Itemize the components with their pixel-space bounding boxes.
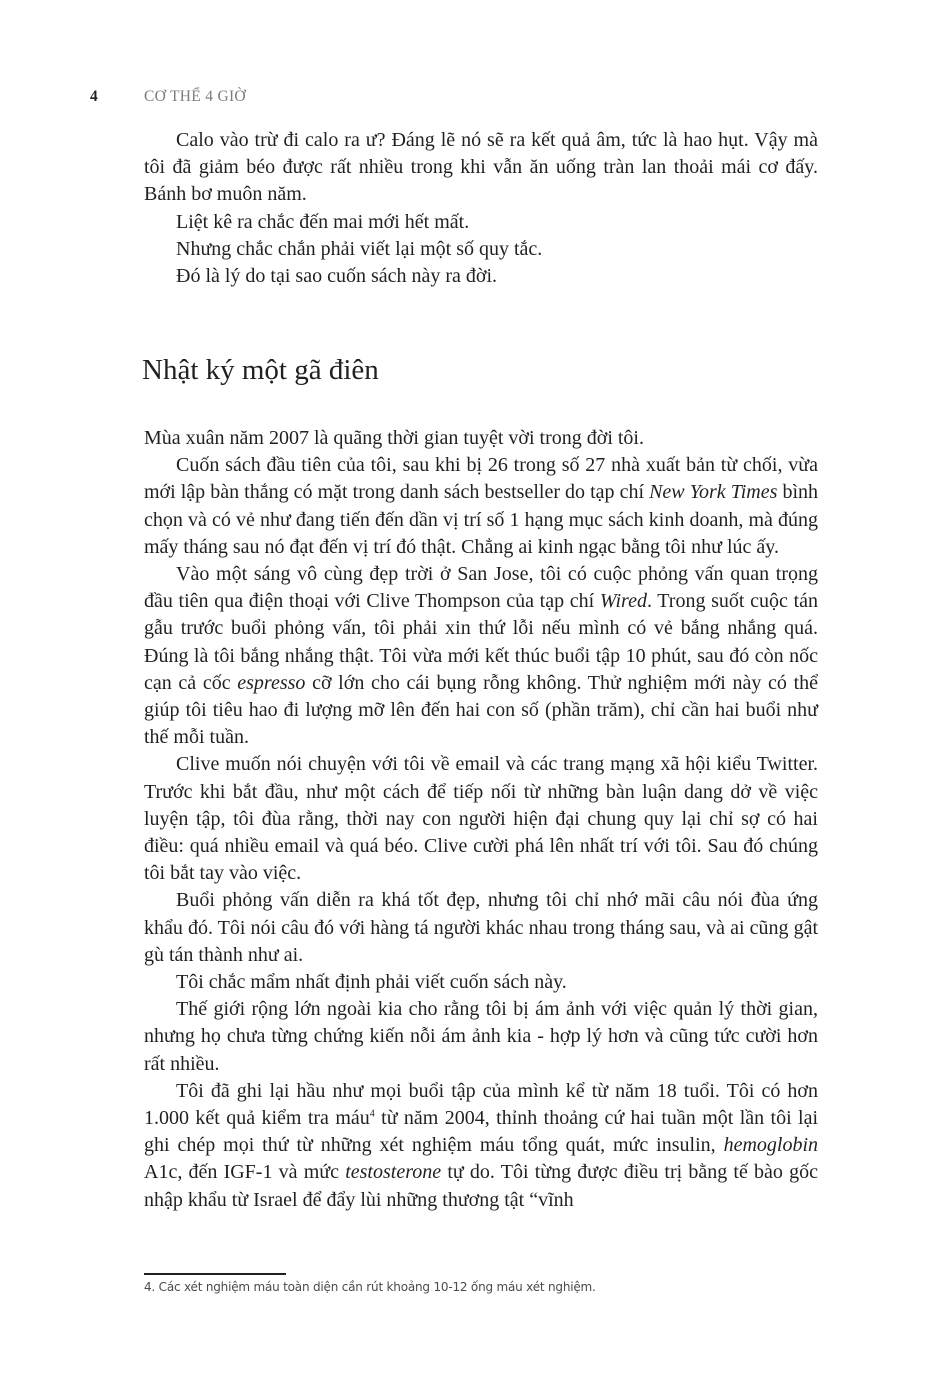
text-run: . Trong suốt cuộc tán gẫu trước buổi phỏng vấn, tôi phải xin thứ lỗi nếu mình có vẻ bắng nhắng quá. Đúng là tôi bắng nhắng thật. Tôi vừa mới kết thúc buổi tập 10 phút, sau đó còn nốc cạn cả cốc bbox=[144, 590, 819, 694]
italic-run: espresso bbox=[237, 671, 306, 694]
text-run: bình chọn và có vẻ như đang tiến đến dần vị trí số 1 hạng mục sách kinh doanh, mà đúng mấy tháng sau nó đạt đến vị trí đó thật. Chẳng ai kinh ngạc bằng tôi như lúc ấy. bbox=[144, 481, 819, 558]
italic-run: hemoglobin bbox=[723, 1134, 818, 1157]
italic-run: testosterone bbox=[345, 1161, 442, 1184]
paragraph bbox=[144, 452, 818, 561]
paragraph: Liệt kê ra chắc đến mai mới hết mất. bbox=[176, 210, 470, 233]
section-heading: Nhật ký một gã điên bbox=[142, 354, 379, 386]
text-run: từ năm 2004, thỉnh thoảng cứ hai tuần một lần tôi lại ghi chép mọi thứ từ những xét nghiệm máu tổng quát, mức insulin, bbox=[144, 1107, 818, 1157]
paragraph: Mùa xuân năm 2007 là quãng thời gian tuyệt vời trong đời tôi. bbox=[144, 427, 644, 449]
text-run: Tôi đã ghi lại hầu như mọi buổi tập của mình kể từ năm 18 tuổi. Tôi có hơn 1.000 kết quả kiểm tra máu bbox=[144, 1079, 818, 1130]
intro-block bbox=[144, 127, 818, 290]
paragraph: Clive muốn nói chuyện với tôi về email và các trang mạng xã hội kiểu Twitter. Trước khi bắt đầu, như một cách để tiếp nối từ những bàn luận dang dở về việc luyện tập, tôi đùa rằng, thời nay con người hiện đại chung quy lại chỉ sợ có hai điều: quá nhiều email và quá béo. Clive cười phá lên nhất trí với tôi. Sau đó chúng tôi bắt tay vào việc. bbox=[144, 753, 818, 885]
text-run: cỡ lớn cho cái bụng rỗng không. Thử nghiệm mới này có thể giúp tôi tiêu hao đi lượng mỡ lên đến hai con số (phần trăm), chỉ cần hai buổi như thế mỗi tuần. bbox=[144, 671, 818, 749]
running-title: CƠ THỂ 4 GIỜ bbox=[144, 88, 246, 105]
text-run: A1c, đến IGF-1 và mức bbox=[144, 1161, 346, 1184]
paragraph: Nhưng chắc chắn phải viết lại một số quy tắc. bbox=[176, 237, 543, 260]
text-run: Vào một sáng vô cùng đẹp trời ở San Jose, tôi có cuộc phỏng vấn quan trọng đầu tiên qua điện thoại với Clive Thompson của tạp chí bbox=[144, 563, 818, 613]
section-body bbox=[144, 425, 818, 1214]
italic-run: New York Times bbox=[649, 481, 778, 504]
paragraph bbox=[144, 1078, 818, 1214]
paragraph bbox=[144, 561, 818, 751]
footnote-divider bbox=[144, 1273, 286, 1275]
paragraph: Đó là lý do tại sao cuốn sách này ra đời. bbox=[176, 265, 498, 288]
text-run: Cuốn sách đầu tiên của tôi, sau khi bị 26 trong số 27 nhà xuất bản từ chối, vừa mới lập bàn thắng có mặt trong danh sách bestseller do tạp chí bbox=[144, 454, 818, 504]
text-run: tự do. Tôi từng được điều trị bằng tế bào gốc nhập khẩu từ Israel để đẩy lùi những thương tật “vĩnh bbox=[144, 1161, 818, 1211]
italic-run: Wired bbox=[599, 590, 647, 613]
footnote-ref[interactable]: 4 bbox=[369, 1108, 375, 1120]
page-number: 4 bbox=[90, 88, 98, 105]
paragraph: Calo vào trừ đi calo ra ư? Đáng lẽ nó sẽ ra kết quả âm, tức là hao hụt. Vậy mà tôi đã giảm béo được rất nhiều trong khi vẫn ăn uống tràn lan thoải mái cơ đấy. Bánh bơ muôn năm. bbox=[144, 129, 818, 206]
paragraph: Thế giới rộng lớn ngoài kia cho rằng tôi bị ám ảnh với việc quản lý thời gian, nhưng họ chưa từng chứng kiến nỗi ám ảnh kia - hợp lý hơn và cũng tức cười hơn rất nhiều. bbox=[144, 998, 818, 1075]
paragraph: Tôi chắc mẩm nhất định phải viết cuốn sách này. bbox=[176, 971, 567, 994]
paragraph: Buổi phỏng vấn diễn ra khá tốt đẹp, nhưng tôi chỉ nhớ mãi câu nói đùa ứng khẩu đó. Tôi nói câu đó với hàng tá người khác nhau trong tháng sau, và ai cũng gật gù tán thành như ai. bbox=[144, 889, 818, 966]
footnote: 4. Các xét nghiệm máu toàn diện cần rút khoảng 10-12 ống máu xét nghiệm. bbox=[144, 1280, 596, 1294]
